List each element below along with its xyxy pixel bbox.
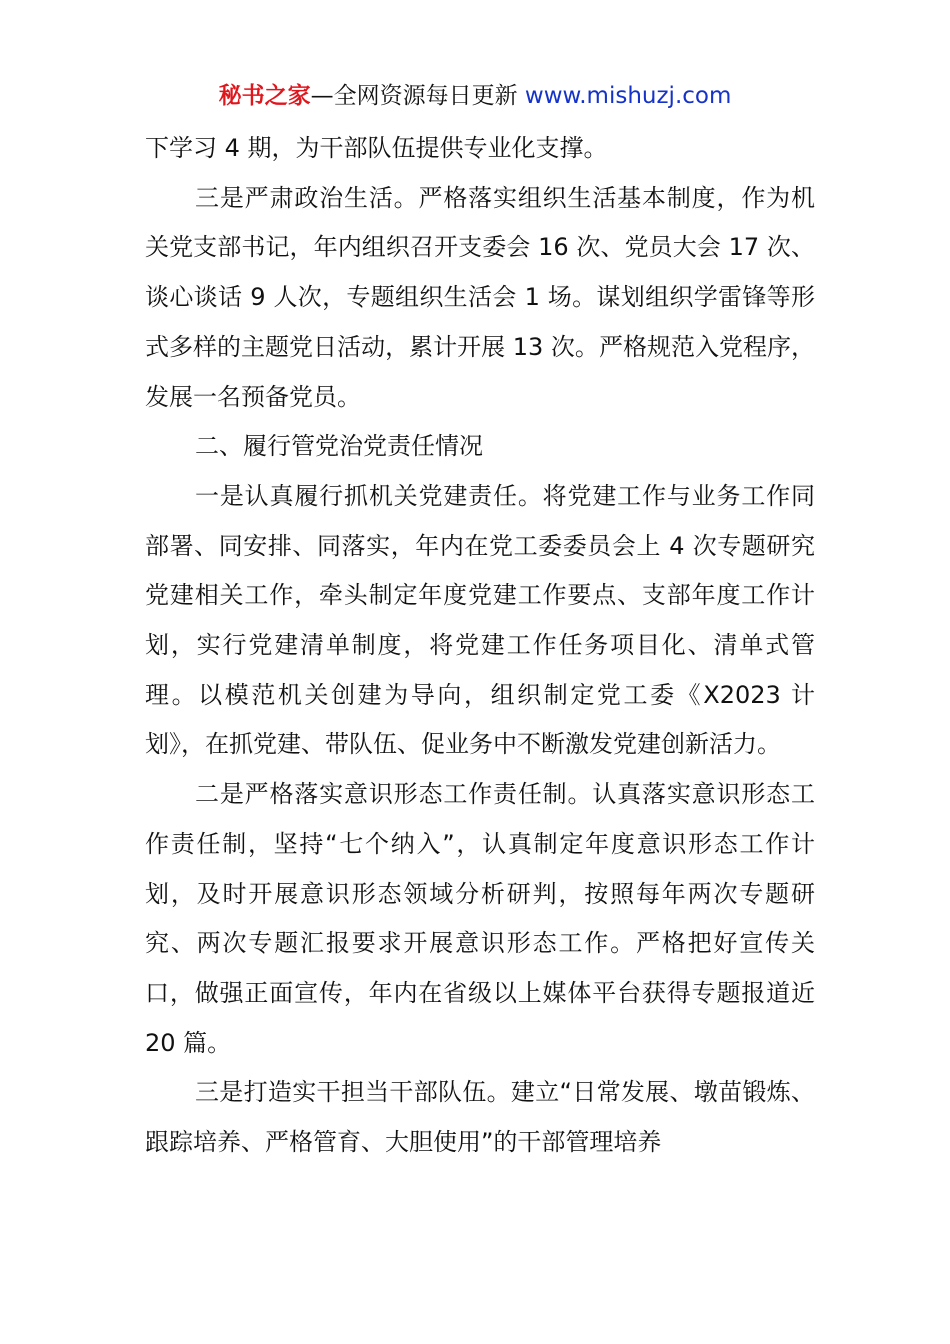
paragraph-political-life: 三是严肃政治生活。严格落实组织生活基本制度，作为机关党支部书记，年内组织召开支委会 16 次、党员大会 17 次、谈心谈话 9 人次，专题组织生活会 1 场。谋划组织学雷锋等形式多样的主题党日活动，累计开展 13 次。严格规范入党程序，发展一名预备党员。: [145, 183, 815, 411]
paragraph-continuation: 下学习 4 期，为干部队伍提供专业化支撑。: [145, 134, 608, 162]
paragraph-ideology: 二是严格落实意识形态工作责任制。认真落实意识形态工作责任制，坚持“七个纳入”，认真制定年度意识形态工作计划，及时开展意识形态领域分析研判，按照每年两次专题研究、两次专题汇报要求开展意识形态工作。严格把好宣传关口，做强正面宣传，年内在省级以上媒体平台获得专题报道近 20 篇。: [145, 780, 815, 1057]
section-heading: 二、履行管党治党责任情况: [195, 432, 483, 461]
paragraph-party-building: 一是认真履行抓机关党建责任。将党建工作与业务工作同部署、同安排、同落实，年内在党工委委员会上 4 次专题研究党建相关工作，牵头制定年度党建工作要点、支部年度工作计划，实行党建清单制度，将党建工作任务项目化、清单式管理。以模范机关创建为导向，组织制定党工委《X2023 计划》，在抓党建、带队伍、促业务中不断激发党建创新活力。: [145, 481, 815, 759]
document-body: [145, 124, 815, 1168]
site-url: www.mishuzj.com: [524, 83, 732, 109]
site-brand: 秘书之家: [218, 83, 311, 109]
site-header: [0, 80, 950, 112]
paragraph-cadre-team: 三是打造实干担当干部队伍。建立“日常发展、墩苗锻炼、跟踪培养、严格管育、大胆使用”的干部管理培养: [145, 1078, 815, 1157]
site-tagline: —全网资源每日更新: [310, 83, 518, 109]
